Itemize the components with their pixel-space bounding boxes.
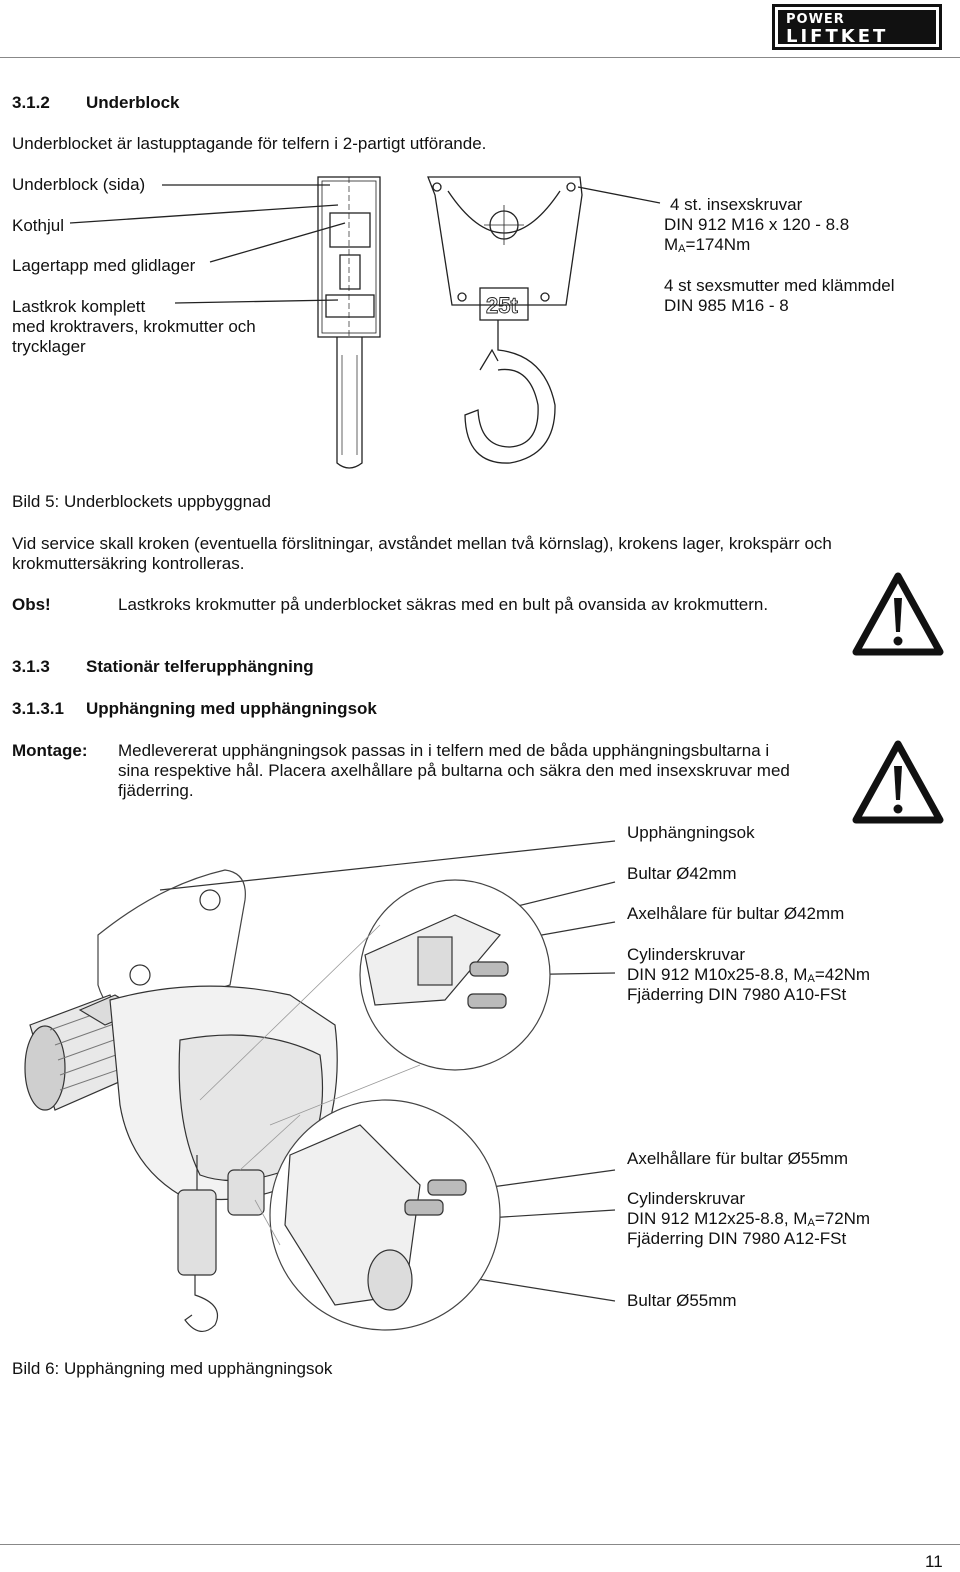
footer-rule	[0, 1544, 960, 1545]
label-fjaderring-a12: Fjäderring DIN 7980 A12-FSt	[627, 1229, 847, 1248]
label-bultar-55: Bultar Ø55mm	[627, 1291, 737, 1310]
label-bultar-42: Bultar Ø42mm	[627, 864, 737, 883]
label-cylinderskruvar-2: Cylinderskruvar	[627, 1189, 746, 1208]
obs-label: Obs!	[12, 595, 51, 614]
label-cylinderskruvar-2-spec: DIN 912 M12x25-8.8, $M_A=72Nm$	[627, 1209, 871, 1229]
underblock-drawing	[0, 165, 700, 475]
label-kothjul: Kothjul	[12, 216, 64, 235]
section-3131-number: 3.1.3.1	[12, 699, 64, 718]
caption-bild-5: Bild 5: Underblockets uppbyggnad	[12, 492, 271, 511]
header-rule	[0, 57, 960, 58]
warning-icon	[852, 572, 944, 656]
label-axelhallare-55: Axelhållare für bultar Ø55mm	[627, 1149, 849, 1168]
caption-bild-6: Bild 6: Upphängning med upphängningsok	[12, 1359, 333, 1378]
label-axelhallare-42: Axelhålare für bultar Ø42mm	[627, 904, 845, 923]
montage-label: Montage:	[12, 741, 88, 760]
service-text-line-1: Vid service skall kroken (eventuella förslitningar, avståndet mellan två körnslag), krokens lager, krokspärr och	[12, 534, 832, 553]
page-number: 11	[925, 1552, 943, 1571]
hoist-suspension-drawing	[0, 825, 625, 1345]
label-bolts-2: DIN 912 M16 x 120 - 8.8	[664, 215, 850, 234]
label-nuts-1: 4 st sexsmutter med klämmdel	[664, 276, 895, 295]
label-underblock-sida: Underblock (sida)	[12, 175, 146, 194]
section-3131-title: Upphängning med upphängningsok	[86, 699, 377, 718]
obs-text: Lastkroks krokmutter på underblocket säkras med en bult på ovansida av krokmuttern.	[118, 595, 769, 614]
intro-text: Underblocket är lastupptagande för telfern i 2-partigt utförande.	[12, 134, 487, 153]
label-cylinderskruvar-1: Cylinderskruvar	[627, 945, 746, 964]
montage-line-2: sina respektive hål. Placera axelhållare på bultarna och säkra den med insexskruvar med	[118, 761, 790, 780]
logo-text-bottom: LIFTKET	[786, 26, 889, 47]
service-text-line-2: krokmuttersäkring kontrolleras.	[12, 554, 245, 573]
section-312-number: 3.1.2	[12, 93, 50, 112]
label-lastkrok-1: Lastkrok komplett	[12, 297, 146, 316]
montage-line-1: Medlevererat upphängningsok passas in i telfern med de båda upphängningsbultarna i	[118, 741, 770, 760]
section-313-title: Stationär telferupphängning	[86, 657, 314, 676]
label-lastkrok-2: med kroktravers, krokmutter och	[12, 317, 256, 336]
warning-icon-2	[852, 740, 944, 824]
logo-text-top: POWER	[786, 12, 845, 27]
label-nuts-2: DIN 985 M16 - 8	[664, 296, 789, 315]
label-lagertapp: Lagertapp med glidlager	[12, 256, 196, 275]
label-fjaderring-a10: Fjäderring DIN 7980 A10-FSt	[627, 985, 847, 1004]
label-bolts-1: 4 st. insexskruvar	[670, 195, 803, 214]
hook-marking-25t: 25t	[486, 293, 518, 318]
label-upphangningsok: Upphängningsok	[627, 823, 755, 842]
label-bolts-torque: $M_A=174Nm$	[664, 235, 751, 255]
label-cylinderskruvar-1-spec: DIN 912 M10x25-8.8, $M_A=42Nm$	[627, 965, 871, 985]
montage-line-3: fjäderring.	[118, 781, 194, 800]
section-312-title: Underblock	[86, 93, 180, 112]
label-lastkrok-3: trycklager	[12, 337, 86, 356]
section-313-number: 3.1.3	[12, 657, 50, 676]
power-liftket-logo	[772, 4, 942, 50]
